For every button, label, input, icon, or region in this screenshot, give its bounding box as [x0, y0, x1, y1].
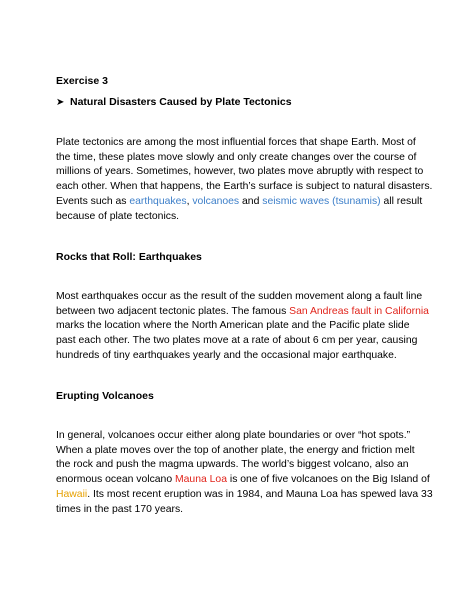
volcanoes-line [56, 473, 428, 488]
intro-text: , [186, 195, 193, 207]
earthquakes-line: hundreds of tiny earthquakes yearly and the occasional major earthquake. [56, 349, 397, 361]
exercise-title: Exercise 3 [56, 75, 108, 87]
earthquakes-link[interactable]: earthquakes [129, 195, 187, 207]
intro-line: Plate tectonics are among the most influential forces that shape Earth. Most of [56, 137, 416, 148]
intro-line: millions of years. Sometimes, however, two plates move abruptly with respect to [56, 166, 424, 178]
seismic-waves-link[interactable]: seismic waves (tsunamis) [262, 195, 381, 207]
volcanoes-paragraph [56, 429, 433, 517]
intro-line [56, 195, 428, 210]
earthquakes-line [56, 305, 428, 320]
volcanoes-line: In general, volcanoes occur either along plate boundaries or over “hot spots.” [56, 430, 411, 441]
earthquakes-line: marks the location where the North American plate and the Pacific plate slide [56, 320, 410, 332]
earthquakes-line: past each other. The two plates move at a rate of about 6 cm per year, causing [56, 335, 418, 347]
bullet-heading-row [56, 96, 292, 109]
intro-text: all result [380, 195, 423, 207]
earthquakes-text: between two adjacent tectonic plates. The famous [56, 305, 290, 317]
volcanoes-line [56, 488, 433, 503]
intro-line: because of plate tectonics. [56, 210, 180, 222]
san-andreas-link[interactable]: San Andreas fault in California [289, 305, 429, 317]
volcanoes-link[interactable]: volcanoes [192, 195, 240, 207]
intro-text: Events such as [56, 195, 130, 207]
bullet-heading: Natural Disasters Caused by Plate Tectonics [70, 96, 292, 108]
earthquakes-line: Most earthquakes occur as the result of the sudden movement along a fault line [56, 291, 423, 302]
intro-line: the time, these plates move slowly and only create changes over the course of [56, 151, 417, 163]
volcanoes-heading: Erupting Volcanoes [56, 390, 154, 402]
volcanoes-text: . Its most recent eruption was in 1984, and Mauna Loa has spewed lava 33 [87, 488, 433, 500]
hawaii-link[interactable]: Hawaii [56, 488, 88, 500]
intro-paragraph [56, 136, 433, 224]
intro-line: each other. When that happens, the Earth’s surface is subject to natural disasters. [56, 181, 433, 193]
volcanoes-line: the rock and push the magma upwards. The world’s biggest volcano, also an [56, 459, 409, 471]
mauna-loa-link[interactable]: Mauna Loa [175, 474, 227, 486]
intro-text: and [239, 195, 263, 207]
earthquakes-heading: Rocks that Roll: Earthquakes [56, 251, 202, 263]
earthquakes-paragraph [56, 290, 428, 364]
volcanoes-text: enormous ocean volcano [56, 474, 175, 486]
volcanoes-line: times in the past 170 years. [56, 503, 184, 515]
volcanoes-line: When a plate moves over the top of another plate, the energy and friction melt [56, 444, 415, 456]
arrow-bullet-icon: ➤ [56, 97, 65, 108]
volcanoes-text: is one of five volcanoes on the Big Island of [227, 474, 430, 486]
